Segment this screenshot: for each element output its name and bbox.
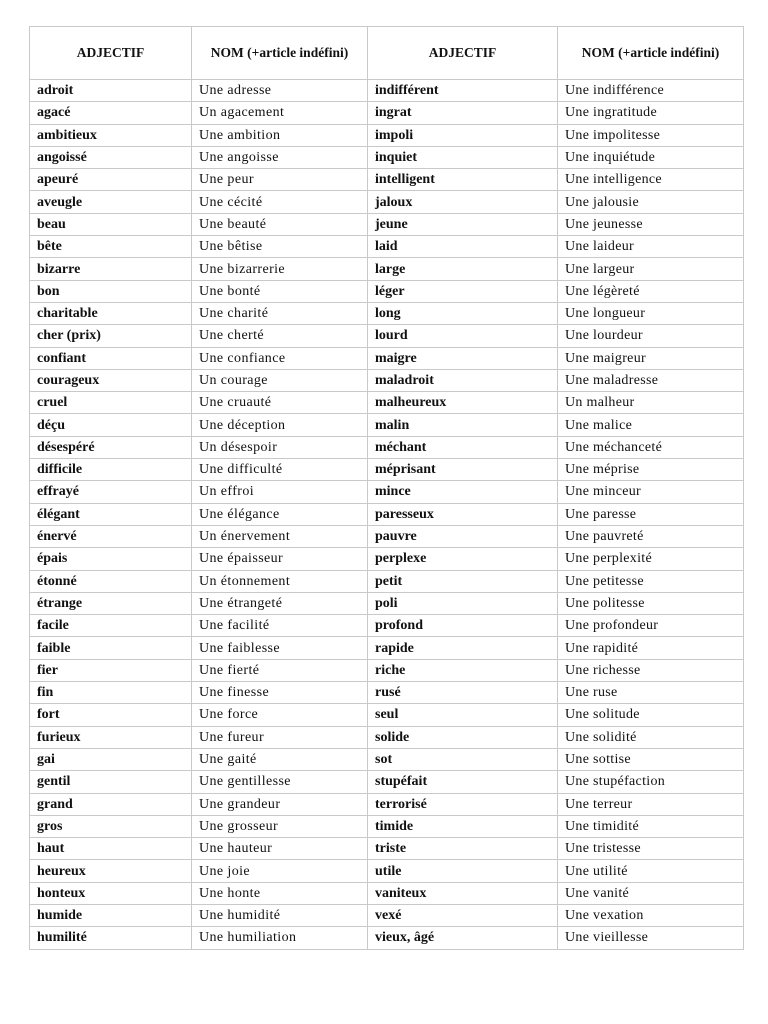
- adjective-cell: paresseux: [368, 503, 558, 525]
- adjective-cell: heureux: [30, 860, 192, 882]
- adjective-cell: large: [368, 258, 558, 280]
- noun-cell: Une ruse: [558, 682, 744, 704]
- table-row: [30, 325, 744, 347]
- adjective-cell: humide: [30, 904, 192, 926]
- noun-cell: Une force: [192, 704, 368, 726]
- adjective-cell: déçu: [30, 414, 192, 436]
- table-row: [30, 570, 744, 592]
- noun-cell: Une méchanceté: [558, 436, 744, 458]
- noun-cell: Une cruauté: [192, 392, 368, 414]
- noun-cell: Une bonté: [192, 280, 368, 302]
- noun-cell: Une déception: [192, 414, 368, 436]
- noun-cell: Une bêtise: [192, 236, 368, 258]
- table-row: [30, 459, 744, 481]
- table-row: [30, 503, 744, 525]
- table-row: [30, 726, 744, 748]
- adjective-cell: indifférent: [368, 80, 558, 102]
- adjective-cell: solide: [368, 726, 558, 748]
- adjective-cell: cruel: [30, 392, 192, 414]
- table-header: [30, 27, 744, 80]
- noun-cell: Une finesse: [192, 682, 368, 704]
- adjective-cell: méprisant: [368, 459, 558, 481]
- noun-cell: Une tristesse: [558, 838, 744, 860]
- noun-cell: Un courage: [192, 369, 368, 391]
- noun-cell: Une humidité: [192, 904, 368, 926]
- noun-cell: Une perplexité: [558, 548, 744, 570]
- noun-cell: Une élégance: [192, 503, 368, 525]
- noun-cell: Une ingratitude: [558, 102, 744, 124]
- adjective-cell: épais: [30, 548, 192, 570]
- adjective-cell: stupéfait: [368, 771, 558, 793]
- noun-cell: Une solitude: [558, 704, 744, 726]
- adjective-cell: agacé: [30, 102, 192, 124]
- adjective-cell: profond: [368, 615, 558, 637]
- noun-cell: Une terreur: [558, 793, 744, 815]
- noun-cell: Une lourdeur: [558, 325, 744, 347]
- adjective-cell: bizarre: [30, 258, 192, 280]
- noun-cell: Une fierté: [192, 659, 368, 681]
- noun-cell: Une grandeur: [192, 793, 368, 815]
- noun-cell: Un désespoir: [192, 436, 368, 458]
- adjective-cell: furieux: [30, 726, 192, 748]
- adjective-cell: timide: [368, 815, 558, 837]
- noun-cell: Une légèreté: [558, 280, 744, 302]
- adjective-cell: fort: [30, 704, 192, 726]
- adjective-cell: seul: [368, 704, 558, 726]
- noun-cell: Une facilité: [192, 615, 368, 637]
- noun-cell: Une cherté: [192, 325, 368, 347]
- adjective-cell: énervé: [30, 525, 192, 547]
- noun-cell: Une confiance: [192, 347, 368, 369]
- table-row: [30, 102, 744, 124]
- table-row: [30, 682, 744, 704]
- noun-cell: Une minceur: [558, 481, 744, 503]
- table-row: [30, 369, 744, 391]
- table-row: [30, 882, 744, 904]
- noun-cell: Une adresse: [192, 80, 368, 102]
- noun-cell: Une utilité: [558, 860, 744, 882]
- noun-cell: Une timidité: [558, 815, 744, 837]
- adjective-cell: vieux, âgé: [368, 927, 558, 949]
- table-row: [30, 414, 744, 436]
- adjective-cell: cher (prix): [30, 325, 192, 347]
- adjective-cell: riche: [368, 659, 558, 681]
- noun-cell: Une gentillesse: [192, 771, 368, 793]
- table-row: [30, 436, 744, 458]
- adjective-cell: gai: [30, 748, 192, 770]
- adjective-cell: terrorisé: [368, 793, 558, 815]
- noun-cell: Une intelligence: [558, 169, 744, 191]
- table-row: [30, 793, 744, 815]
- adjective-cell: charitable: [30, 302, 192, 324]
- noun-cell: Une sottise: [558, 748, 744, 770]
- noun-cell: Une pauvreté: [558, 525, 744, 547]
- adjective-cell: malin: [368, 414, 558, 436]
- noun-cell: Une vieillesse: [558, 927, 744, 949]
- noun-cell: Une beauté: [192, 213, 368, 235]
- adjective-cell: élégant: [30, 503, 192, 525]
- adjective-cell: lourd: [368, 325, 558, 347]
- noun-cell: Une profondeur: [558, 615, 744, 637]
- noun-cell: Un effroi: [192, 481, 368, 503]
- table-row: [30, 236, 744, 258]
- noun-cell: Une maladresse: [558, 369, 744, 391]
- adjective-cell: effrayé: [30, 481, 192, 503]
- noun-cell: Une méprise: [558, 459, 744, 481]
- noun-cell: Une gaité: [192, 748, 368, 770]
- table-row: [30, 704, 744, 726]
- table-row: [30, 771, 744, 793]
- table-row: [30, 525, 744, 547]
- noun-cell: Une charité: [192, 302, 368, 324]
- table-row: [30, 637, 744, 659]
- noun-cell: Une solidité: [558, 726, 744, 748]
- adjective-cell: désespéré: [30, 436, 192, 458]
- adjective-cell: mince: [368, 481, 558, 503]
- table-row: [30, 748, 744, 770]
- adjective-cell: gros: [30, 815, 192, 837]
- table-row: [30, 280, 744, 302]
- table-row: [30, 392, 744, 414]
- adjective-cell: fier: [30, 659, 192, 681]
- adjective-cell: étrange: [30, 592, 192, 614]
- noun-cell: Une joie: [192, 860, 368, 882]
- noun-cell: Une vexation: [558, 904, 744, 926]
- adjective-cell: ingrat: [368, 102, 558, 124]
- adjective-cell: facile: [30, 615, 192, 637]
- noun-cell: Une indifférence: [558, 80, 744, 102]
- adjective-cell: confiant: [30, 347, 192, 369]
- noun-cell: Une maigreur: [558, 347, 744, 369]
- noun-cell: Une jalousie: [558, 191, 744, 213]
- noun-cell: Une ambition: [192, 124, 368, 146]
- adjective-cell: bête: [30, 236, 192, 258]
- noun-cell: Une angoisse: [192, 146, 368, 168]
- noun-cell: Une politesse: [558, 592, 744, 614]
- noun-cell: Une petitesse: [558, 570, 744, 592]
- adjective-cell: adroit: [30, 80, 192, 102]
- adjective-cell: jaloux: [368, 191, 558, 213]
- noun-cell: Un agacement: [192, 102, 368, 124]
- noun-cell: Une stupéfaction: [558, 771, 744, 793]
- adjective-cell: méchant: [368, 436, 558, 458]
- adjective-cell: honteux: [30, 882, 192, 904]
- table-row: [30, 146, 744, 168]
- noun-cell: Un étonnement: [192, 570, 368, 592]
- table-body: [30, 80, 744, 950]
- adjective-cell: ambitieux: [30, 124, 192, 146]
- noun-cell: Une hauteur: [192, 838, 368, 860]
- table-row: [30, 904, 744, 926]
- table-row: [30, 169, 744, 191]
- header-row: [30, 27, 744, 80]
- adjective-cell: maladroit: [368, 369, 558, 391]
- table-row: [30, 124, 744, 146]
- adjective-cell: malheureux: [368, 392, 558, 414]
- table-row: [30, 815, 744, 837]
- table-row: [30, 80, 744, 102]
- adjective-cell: laid: [368, 236, 558, 258]
- noun-cell: Une difficulté: [192, 459, 368, 481]
- table-row: [30, 592, 744, 614]
- adjective-cell: vexé: [368, 904, 558, 926]
- adjective-cell: courageux: [30, 369, 192, 391]
- adjective-cell: petit: [368, 570, 558, 592]
- noun-cell: Une fureur: [192, 726, 368, 748]
- table-row: [30, 191, 744, 213]
- noun-cell: Un malheur: [558, 392, 744, 414]
- adjective-cell: léger: [368, 280, 558, 302]
- table-row: [30, 347, 744, 369]
- adjective-cell: difficile: [30, 459, 192, 481]
- table-row: [30, 302, 744, 324]
- adjective-cell: long: [368, 302, 558, 324]
- table-row: [30, 258, 744, 280]
- adjective-cell: apeuré: [30, 169, 192, 191]
- adjective-cell: utile: [368, 860, 558, 882]
- header-noun-1: NOM (+article indéfini): [192, 27, 368, 80]
- noun-cell: Une vanité: [558, 882, 744, 904]
- noun-cell: Une laideur: [558, 236, 744, 258]
- adjective-cell: grand: [30, 793, 192, 815]
- noun-cell: Une cécité: [192, 191, 368, 213]
- adjective-cell: beau: [30, 213, 192, 235]
- noun-cell: Une impolitesse: [558, 124, 744, 146]
- adjective-cell: étonné: [30, 570, 192, 592]
- table-row: [30, 659, 744, 681]
- noun-cell: Une faiblesse: [192, 637, 368, 659]
- adjective-cell: gentil: [30, 771, 192, 793]
- noun-cell: Une épaisseur: [192, 548, 368, 570]
- adjective-cell: faible: [30, 637, 192, 659]
- adjective-cell: triste: [368, 838, 558, 860]
- adjective-cell: rusé: [368, 682, 558, 704]
- table-row: [30, 548, 744, 570]
- noun-cell: Une rapidité: [558, 637, 744, 659]
- adjective-cell: haut: [30, 838, 192, 860]
- adjective-cell: impoli: [368, 124, 558, 146]
- header-adjective-2: ADJECTIF: [368, 27, 558, 80]
- adjective-cell: maigre: [368, 347, 558, 369]
- header-adjective-1: ADJECTIF: [30, 27, 192, 80]
- adjective-cell: fin: [30, 682, 192, 704]
- adjective-cell: intelligent: [368, 169, 558, 191]
- noun-cell: Une honte: [192, 882, 368, 904]
- header-noun-2: NOM (+article indéfini): [558, 27, 744, 80]
- adjective-cell: angoissé: [30, 146, 192, 168]
- noun-cell: Une bizarrerie: [192, 258, 368, 280]
- noun-cell: Une humiliation: [192, 927, 368, 949]
- table-row: [30, 213, 744, 235]
- adjective-cell: aveugle: [30, 191, 192, 213]
- adjective-cell: jeune: [368, 213, 558, 235]
- adjective-cell: humilité: [30, 927, 192, 949]
- noun-cell: Une malice: [558, 414, 744, 436]
- adjective-cell: poli: [368, 592, 558, 614]
- noun-cell: Une paresse: [558, 503, 744, 525]
- noun-cell: Une jeunesse: [558, 213, 744, 235]
- table-row: [30, 927, 744, 949]
- table-row: [30, 860, 744, 882]
- table-row: [30, 838, 744, 860]
- adjective-cell: perplexe: [368, 548, 558, 570]
- noun-cell: Une peur: [192, 169, 368, 191]
- table-row: [30, 481, 744, 503]
- table-row: [30, 615, 744, 637]
- noun-cell: Une inquiétude: [558, 146, 744, 168]
- adjective-cell: rapide: [368, 637, 558, 659]
- adjective-cell: pauvre: [368, 525, 558, 547]
- adjective-cell: sot: [368, 748, 558, 770]
- noun-cell: Une richesse: [558, 659, 744, 681]
- adjective-cell: vaniteux: [368, 882, 558, 904]
- noun-cell: Une longueur: [558, 302, 744, 324]
- vocabulary-table: [29, 26, 744, 950]
- noun-cell: Une étrangeté: [192, 592, 368, 614]
- adjective-cell: bon: [30, 280, 192, 302]
- noun-cell: Une largeur: [558, 258, 744, 280]
- noun-cell: Un énervement: [192, 525, 368, 547]
- noun-cell: Une grosseur: [192, 815, 368, 837]
- adjective-cell: inquiet: [368, 146, 558, 168]
